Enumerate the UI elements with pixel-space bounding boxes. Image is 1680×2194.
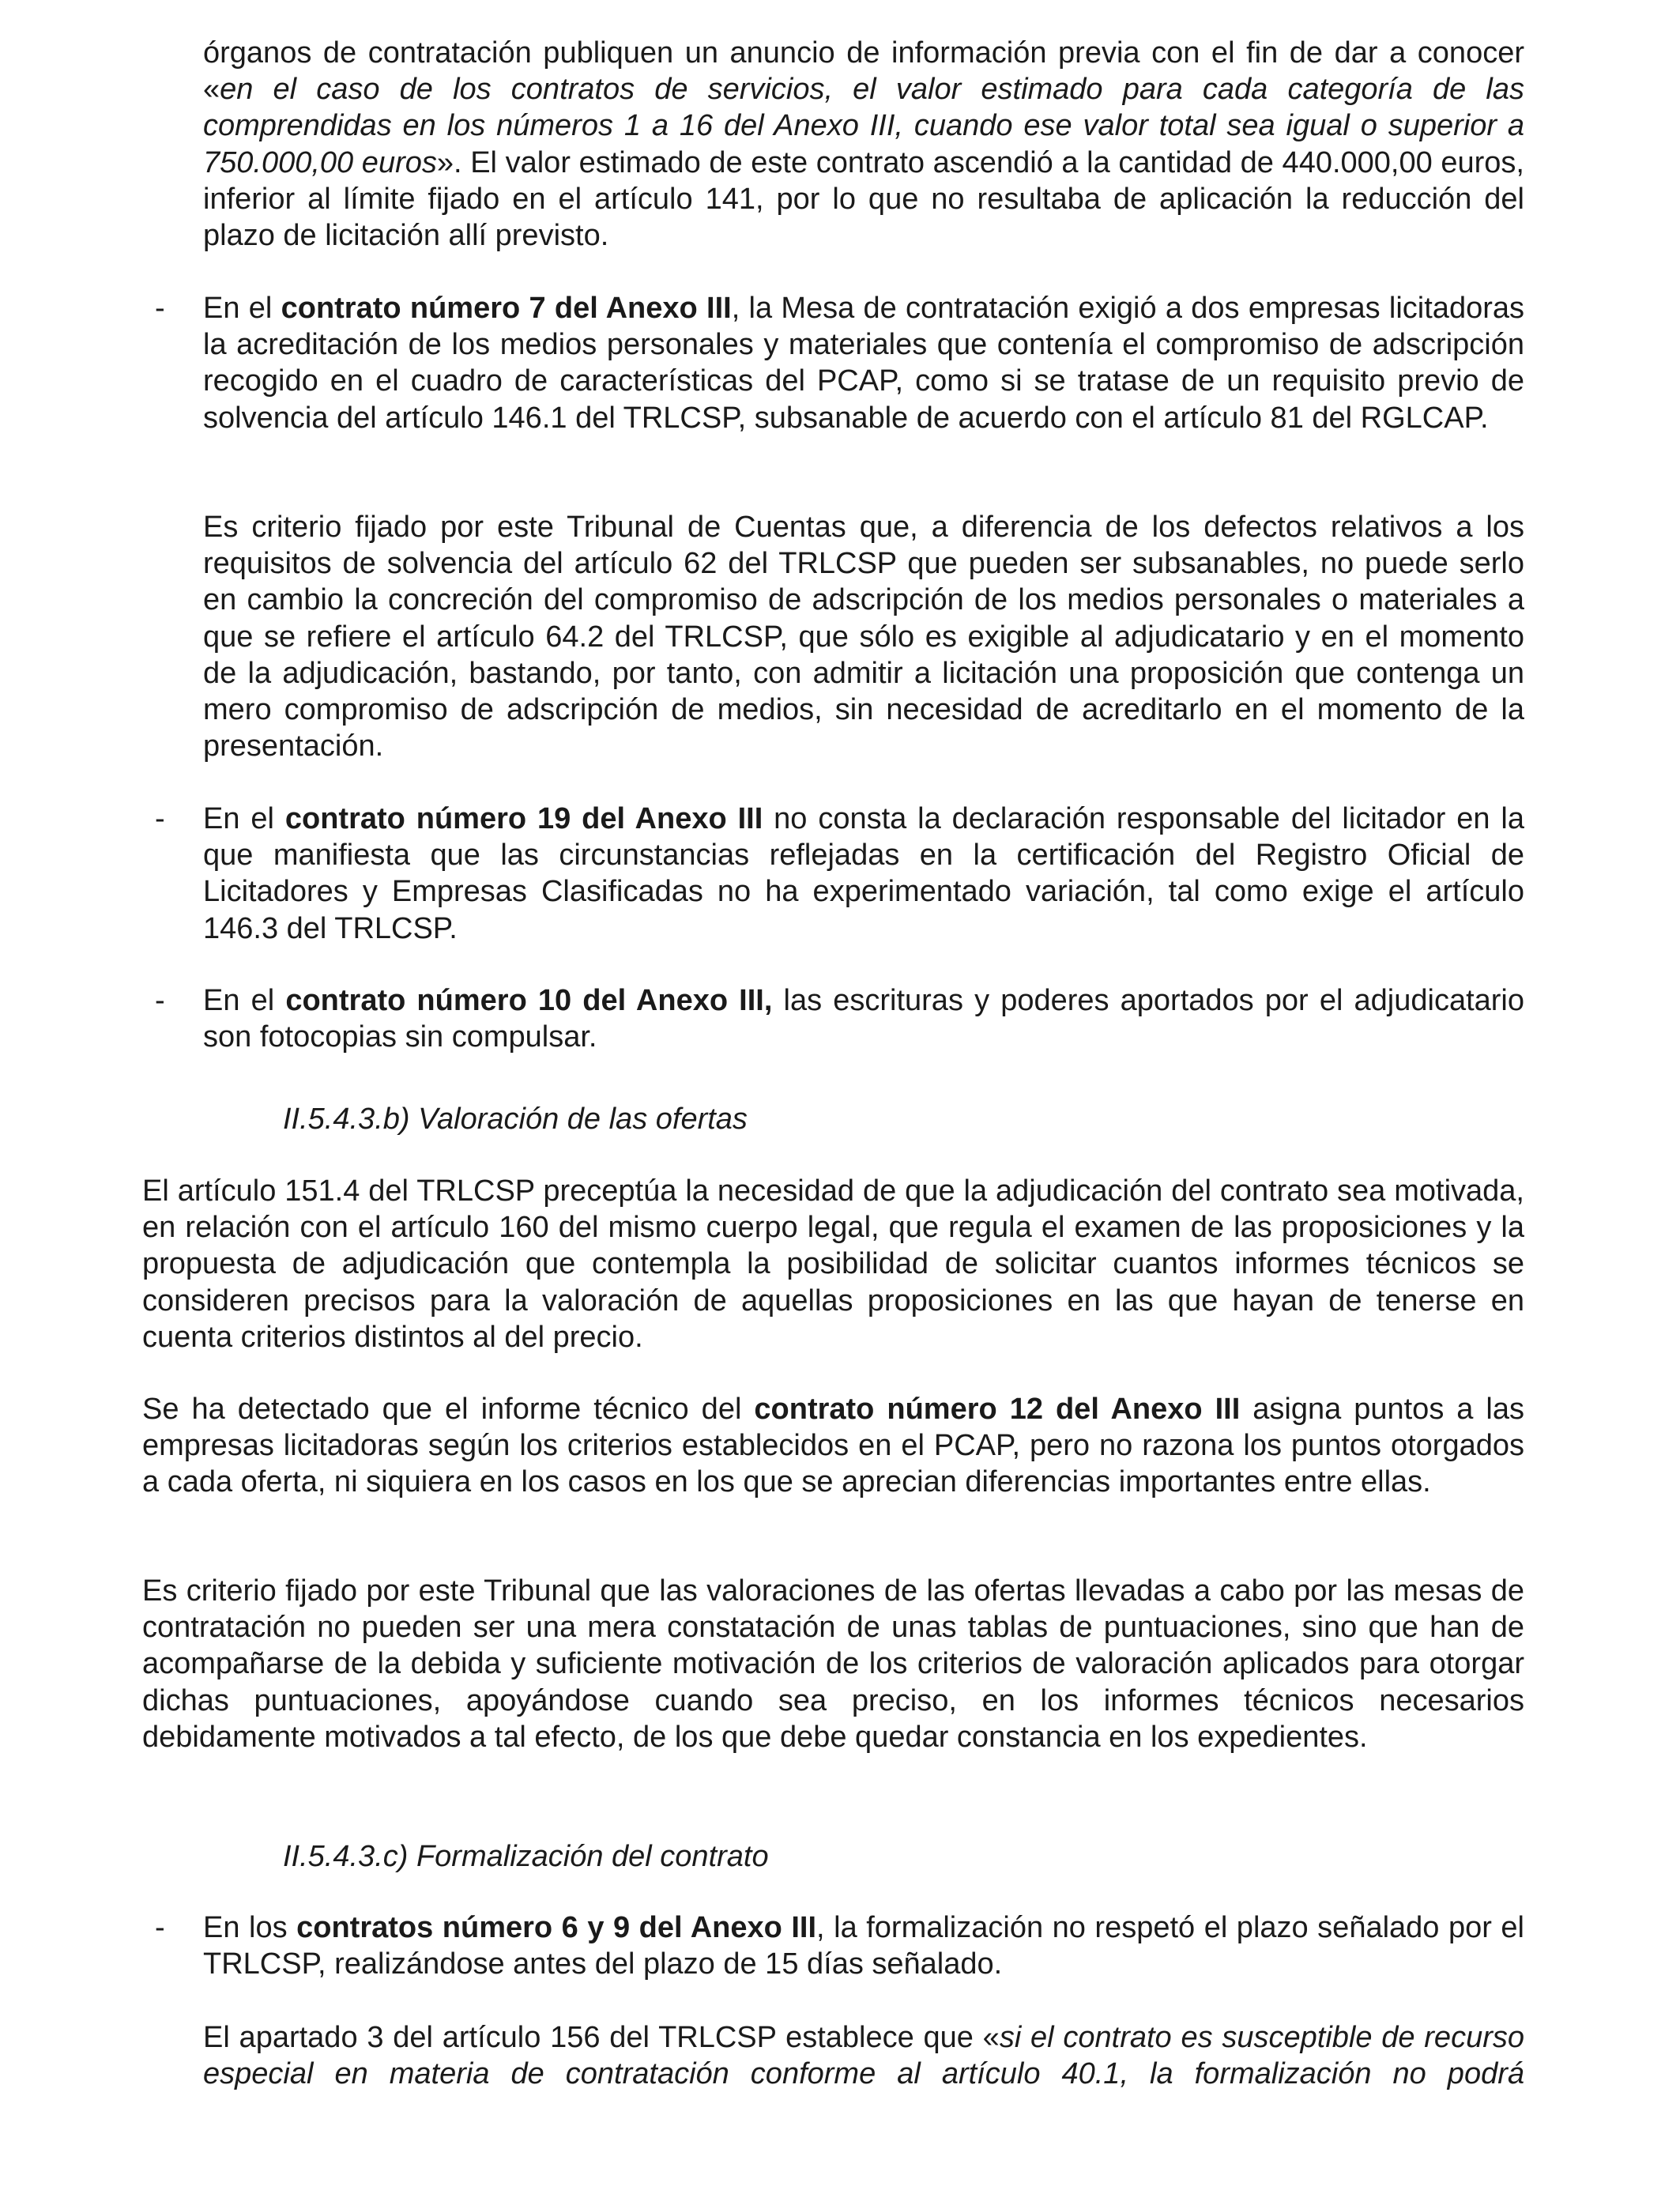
paragraph-contrato-12 [142, 1391, 1524, 1501]
text-run: órganos de contratación publiquen un anuncio de información previa con el fin de dar a conocer « [203, 36, 1524, 107]
bullet-dash: - [155, 802, 165, 835]
text-run: El apartado 3 del artículo 156 del TRLCSP establece que « [203, 2021, 1000, 2054]
bold-reference: contrato número 12 del Anexo III [754, 1393, 1241, 1426]
bold-reference: contrato número 19 del Anexo III [284, 802, 763, 835]
bold-reference: contratos número 6 y 9 del Anexo III [296, 1911, 817, 1944]
section-heading-formalizacion: II.5.4.3.c) Formalización del contrato [283, 1840, 769, 1873]
section-heading-valoracion: II.5.4.3.b) Valoración de las ofertas [283, 1103, 748, 1136]
text-run: Se ha detectado que el informe técnico del [142, 1393, 755, 1426]
bullet-dash: - [155, 1911, 165, 1944]
text-run: En el [203, 984, 286, 1017]
paragraph-contratos-6-9 [203, 1909, 1524, 1982]
text-run: En el [203, 802, 285, 835]
bullet-dash: - [155, 984, 165, 1017]
text-run: no consta la declaración responsable del licitador en la que manifiesta que las circunstancias reflejadas en la certificación del Registro Oficial de Licitadores y Empresas Clasificadas no ha experimentado variación, tal como exige el artículo 146.3 del TRLCSP. [203, 802, 1525, 945]
paragraph-articulo-156 [203, 2019, 1524, 2092]
paragraph-contrato-19 [203, 801, 1524, 947]
text-run: ». El valor estimado de este contrato ascendió a la cantidad de 440.000,00 euros, inferior al límite fijado en el artículo 141, por lo que no resultaba de aplicación la reducción del plazo de licitación allí previsto. [203, 145, 1524, 253]
quoted-text: si el contrato es susceptible de recurso especial en materia de contratación conforme al artículo 40.1, la formalización no podrá [203, 2021, 1524, 2091]
quoted-text: en el caso de los contratos de servicios, el valor estimado para cada categoría de las comprendidas en los números 1 a 16 del Anexo III, cuando ese valor total sea igual o superior a 750.000,00 euros [203, 73, 1524, 179]
text-run: las escrituras y poderes aportados por el adjudicatario son fotocopias sin compulsar. [203, 984, 1524, 1054]
bullet-dash: - [155, 292, 165, 325]
text-run: , la formalización no respetó el plazo señalado por el TRLCSP, realizándose antes del plazo de 15 días señalado. [203, 1911, 1524, 1981]
paragraph-criterio-valoraciones: Es criterio fijado por este Tribunal que las valoraciones de las ofertas llevadas a cabo por las mesas de contratación no pueden ser una mera constatación de unas tablas de puntuaciones, sino que han de acompañarse de la debida y suficiente motivación de los criterios de valoración aplicados para otorgar dichas puntuaciones, apoyándose cuando sea preciso, en los informes técnicos necesarios debidamente motivados a tal efecto, de los que debe quedar constancia en los expedientes. [142, 1574, 1524, 1754]
text-run: asigna puntos a las empresas licitadoras según los criterios establecidos en el PCAP, pero no razona los puntos otorgados a cada oferta, ni siquiera en los casos en los que se aprecian diferencias importantes entre ellas. [142, 1393, 1525, 1499]
bold-reference: contrato número 10 del Anexo III, [285, 984, 773, 1017]
text-run: , la Mesa de contratación exigió a dos empresas licitadoras la acreditación de los medios personales y materiales que contenía el compromiso de adscripción recogido en el cuadro de características del PCAP, como si se tratase de un requisito previo de solvencia del artículo 146.1 del TRLCSP, subsanable de acuerdo con el artículo 81 del RGLCAP. [203, 292, 1524, 435]
paragraph-contrato-10 [203, 982, 1524, 1055]
text-run: En el [203, 292, 281, 325]
paragraph-criterio-solvencia: Es criterio fijado por este Tribunal de Cuentas que, a diferencia de los defectos relativos a los requisitos de solvencia del artículo 62 del TRLCSP que pueden ser subsanables, no puede serlo en cambio la concreción del compromiso de adscripción de los medios personales o materiales a que se refiere el artículo 64.2 del TRLCSP, que sólo es exigible al adjudicatario y en el momento de la adjudicación, bastando, por tanto, con admitir a licitación una proposición que contenga un mero compromiso de adscripción de medios, sin necesidad de acreditarlo en el momento de la presentación. [203, 511, 1524, 763]
paragraph-contrato-7 [203, 290, 1524, 436]
paragraph-anuncio-previo [203, 35, 1524, 254]
text-run: En los [203, 1911, 297, 1944]
paragraph-articulo-151: El artículo 151.4 del TRLCSP preceptúa la necesidad de que la adjudicación del contrato sea motivada, en relación con el artículo 160 del mismo cuerpo legal, que regula el examen de las proposiciones y la propuesta de adjudicación que contempla la posibilidad de solicitar cuantos informes técnicos se consideren precisos para la valoración de aquellas proposiciones en las que hayan de tenerse en cuenta criterios distintos al del precio. [142, 1174, 1524, 1354]
bold-reference: contrato número 7 del Anexo III [281, 292, 732, 325]
